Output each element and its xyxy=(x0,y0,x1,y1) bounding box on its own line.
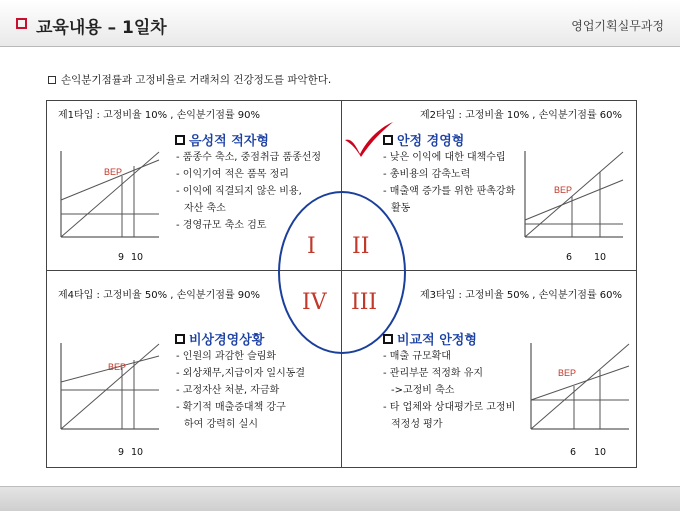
type-label-2: 제2타입 : 고정비율 10% , 손익분기점률 60% xyxy=(420,110,623,121)
quadrant-title-text: 안정 경영형 xyxy=(397,134,465,149)
quadrant-title-4 xyxy=(175,329,264,348)
bep-chart-2 xyxy=(524,150,624,238)
tick-label: 9 xyxy=(118,252,125,263)
tick-label: 9 xyxy=(118,447,125,458)
quadrant-title-text: 비상경영상황 xyxy=(189,333,265,348)
list-item: - 외상채무,지급이자 일시동결 xyxy=(176,368,306,379)
list-item: - 품종수 축소, 중점취급 품종선정 xyxy=(176,152,322,163)
bep-label: BEP xyxy=(104,167,123,177)
checkbox-icon xyxy=(16,18,27,29)
list-item xyxy=(176,416,305,433)
bullet-list-1 xyxy=(176,149,321,234)
list-item-continuation: 자산 축소 xyxy=(184,203,226,214)
bullet-list-3 xyxy=(383,348,515,433)
quadrant-title-text: 음성적 적자형 xyxy=(189,134,269,149)
checkbox-icon xyxy=(383,334,393,344)
list-item: - 이익기여 적은 품목 정리 xyxy=(176,169,289,180)
quadrant-title-2 xyxy=(383,130,464,149)
quadrant-title-1 xyxy=(175,130,269,149)
bep-chart-4 xyxy=(60,342,160,430)
list-item xyxy=(383,200,515,217)
list-item: - 관리부문 적정화 유지 xyxy=(383,368,484,379)
roman-numeral-1: I xyxy=(307,234,316,259)
list-item: - 매출 규모확대 xyxy=(383,351,451,362)
roman-numeral-2: II xyxy=(352,234,370,259)
list-item-continuation: 활동 xyxy=(391,203,411,214)
list-item: - 확기적 매출증대책 강구 xyxy=(176,402,286,413)
type-label-1: 제1타입 : 고정비율 10% , 손익분기점률 90% xyxy=(58,110,261,121)
course-name: 영업기획실무과정 xyxy=(571,19,664,33)
footer-bar xyxy=(0,486,680,511)
list-item-continuation: 적정성 평가 xyxy=(391,419,443,430)
list-item-continuation: 하여 강력히 실시 xyxy=(184,419,258,430)
quadrant-title-3 xyxy=(383,329,477,348)
bep-label: BEP xyxy=(558,368,577,378)
header-bar xyxy=(0,0,680,47)
quadrant-title-text: 비교적 안정형 xyxy=(397,333,477,348)
page-title: 교육내용 – 1일차 xyxy=(36,18,167,38)
checkbox-icon xyxy=(175,334,185,344)
bep-chart-3 xyxy=(530,342,630,430)
tick-label: 10 xyxy=(131,447,144,458)
tick-label: 10 xyxy=(594,252,607,263)
roman-numeral-3: III xyxy=(351,290,378,315)
tick-label: 10 xyxy=(131,252,144,263)
checkbox-icon xyxy=(175,135,185,145)
bullet-list-2 xyxy=(383,149,515,217)
bullet-list-4 xyxy=(176,348,305,433)
tick-label: 6 xyxy=(570,447,577,458)
list-item: - 인원의 과감한 슬림화 xyxy=(176,351,277,362)
list-item: - 총비용의 감축노력 xyxy=(383,169,471,180)
list-item xyxy=(383,416,515,433)
list-item xyxy=(383,382,515,399)
intro-text: 손익분기점률과 고정비율로 거래처의 건강정도를 파악한다. xyxy=(61,74,332,86)
list-item: - 이익에 직결되지 않은 비용, xyxy=(176,186,302,197)
list-item: - 낮은 이익에 대한 대책수립 xyxy=(383,152,506,163)
tick-label: 6 xyxy=(566,252,573,263)
list-item-continuation: ->고정비 축소 xyxy=(391,385,455,396)
checkbox-icon xyxy=(48,76,56,84)
bep-chart-1 xyxy=(60,150,160,238)
list-item: - 타 업체와 상대평가로 고정비 xyxy=(383,402,516,413)
intro-line xyxy=(48,72,331,87)
checkbox-icon xyxy=(383,135,393,145)
list-item xyxy=(176,200,321,217)
bep-label: BEP xyxy=(108,362,127,372)
list-item: - 매출액 증가를 위한 판촉강화 xyxy=(383,186,516,197)
list-item: - 고정자산 처분, 자금화 xyxy=(176,385,280,396)
type-label-3: 제3타입 : 고정비율 50% , 손익분기점률 60% xyxy=(420,290,623,301)
tick-label: 10 xyxy=(594,447,607,458)
bep-label: BEP xyxy=(554,185,573,195)
list-item: - 경영규모 축소 검토 xyxy=(176,220,267,231)
type-label-4: 제4타입 : 고정비율 50% , 손익분기점률 90% xyxy=(58,290,261,301)
roman-numeral-4: IV xyxy=(302,290,327,315)
